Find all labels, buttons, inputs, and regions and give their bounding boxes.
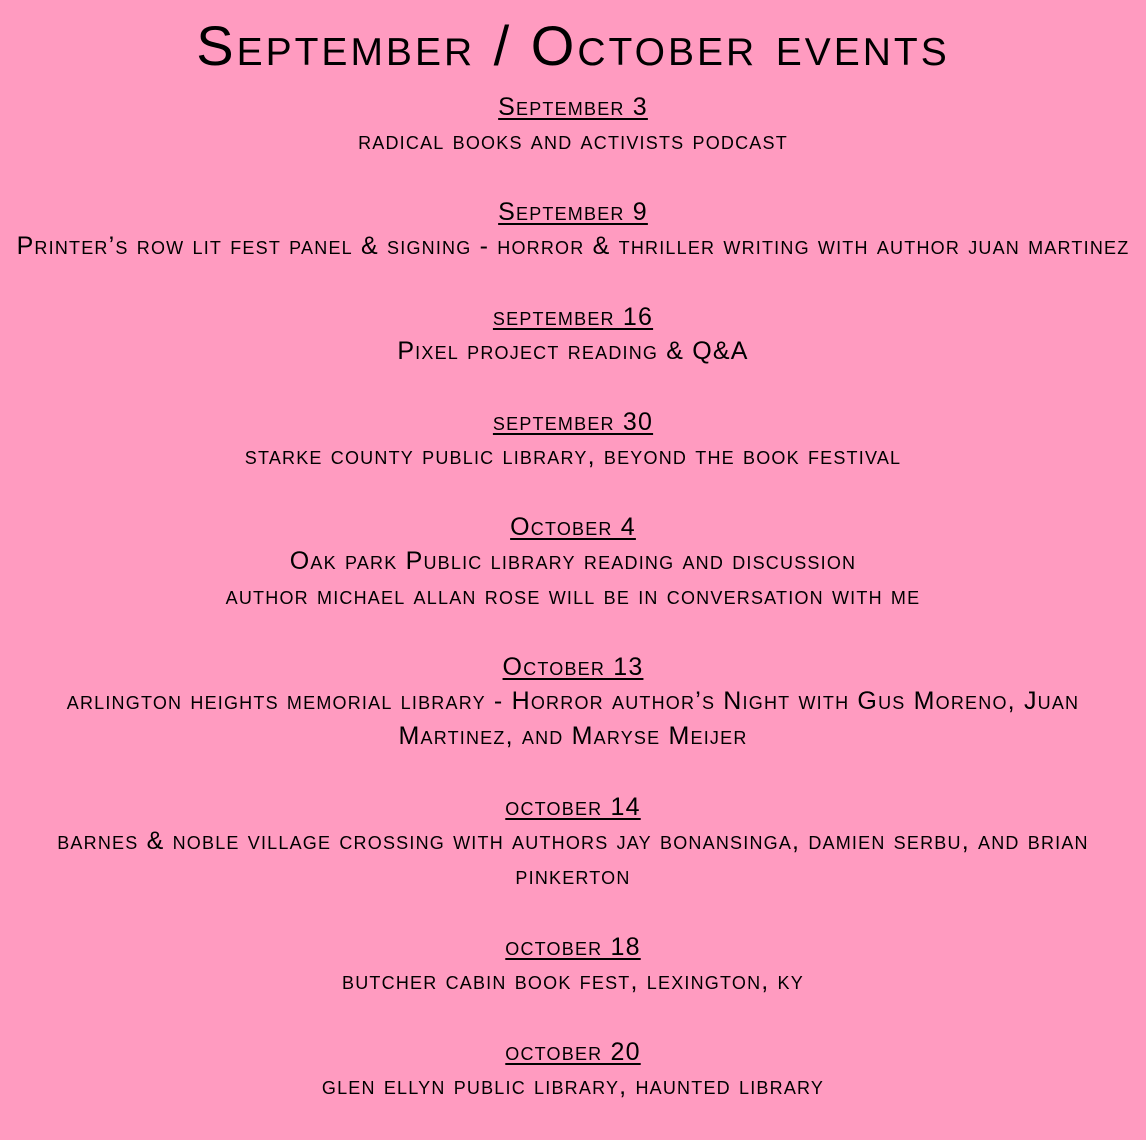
event-description: barnes & noble village crossing with authors jay bonansinga, damien serbu, and brian pinkerton xyxy=(57,827,1089,890)
event-item xyxy=(0,405,1146,474)
event-date: september 16 xyxy=(492,303,654,331)
event-item xyxy=(0,510,1146,614)
event-date: september 30 xyxy=(492,408,654,436)
event-description: Printer’s row lit fest panel & signing - horror & thriller writing with author juan martinez xyxy=(16,232,1130,260)
event-description: arlington heights memorial library - Horror author’s Night with Gus Moreno, Juan Martinez, and Maryse Meijer xyxy=(66,687,1080,750)
event-item xyxy=(0,790,1146,894)
event-date: october 18 xyxy=(505,933,641,961)
event-description: radical books and activists podcast xyxy=(358,127,788,155)
event-item xyxy=(0,650,1146,754)
event-date: October 4 xyxy=(510,513,636,541)
event-description: Oak park Public library reading and discussion xyxy=(289,547,857,575)
event-date: october 20 xyxy=(505,1038,641,1066)
event-item xyxy=(0,300,1146,369)
event-date: September 9 xyxy=(498,198,648,226)
event-description: starke county public library, beyond the book festival xyxy=(244,442,902,470)
event-description: glen ellyn public library, haunted library xyxy=(321,1072,825,1100)
page-title: September / October events xyxy=(196,14,950,77)
event-item xyxy=(0,195,1146,264)
event-item xyxy=(0,1035,1146,1104)
event-date: october 14 xyxy=(505,793,641,821)
event-item xyxy=(0,90,1146,159)
event-description: author michael allan rose will be in conversation with me xyxy=(225,582,921,610)
event-description: butcher cabin book fest, lexington, ky xyxy=(342,967,804,995)
event-item xyxy=(0,930,1146,999)
event-description: Pixel project reading & Q&A xyxy=(397,337,749,365)
event-date: September 3 xyxy=(498,93,648,121)
event-date: October 13 xyxy=(502,653,644,681)
